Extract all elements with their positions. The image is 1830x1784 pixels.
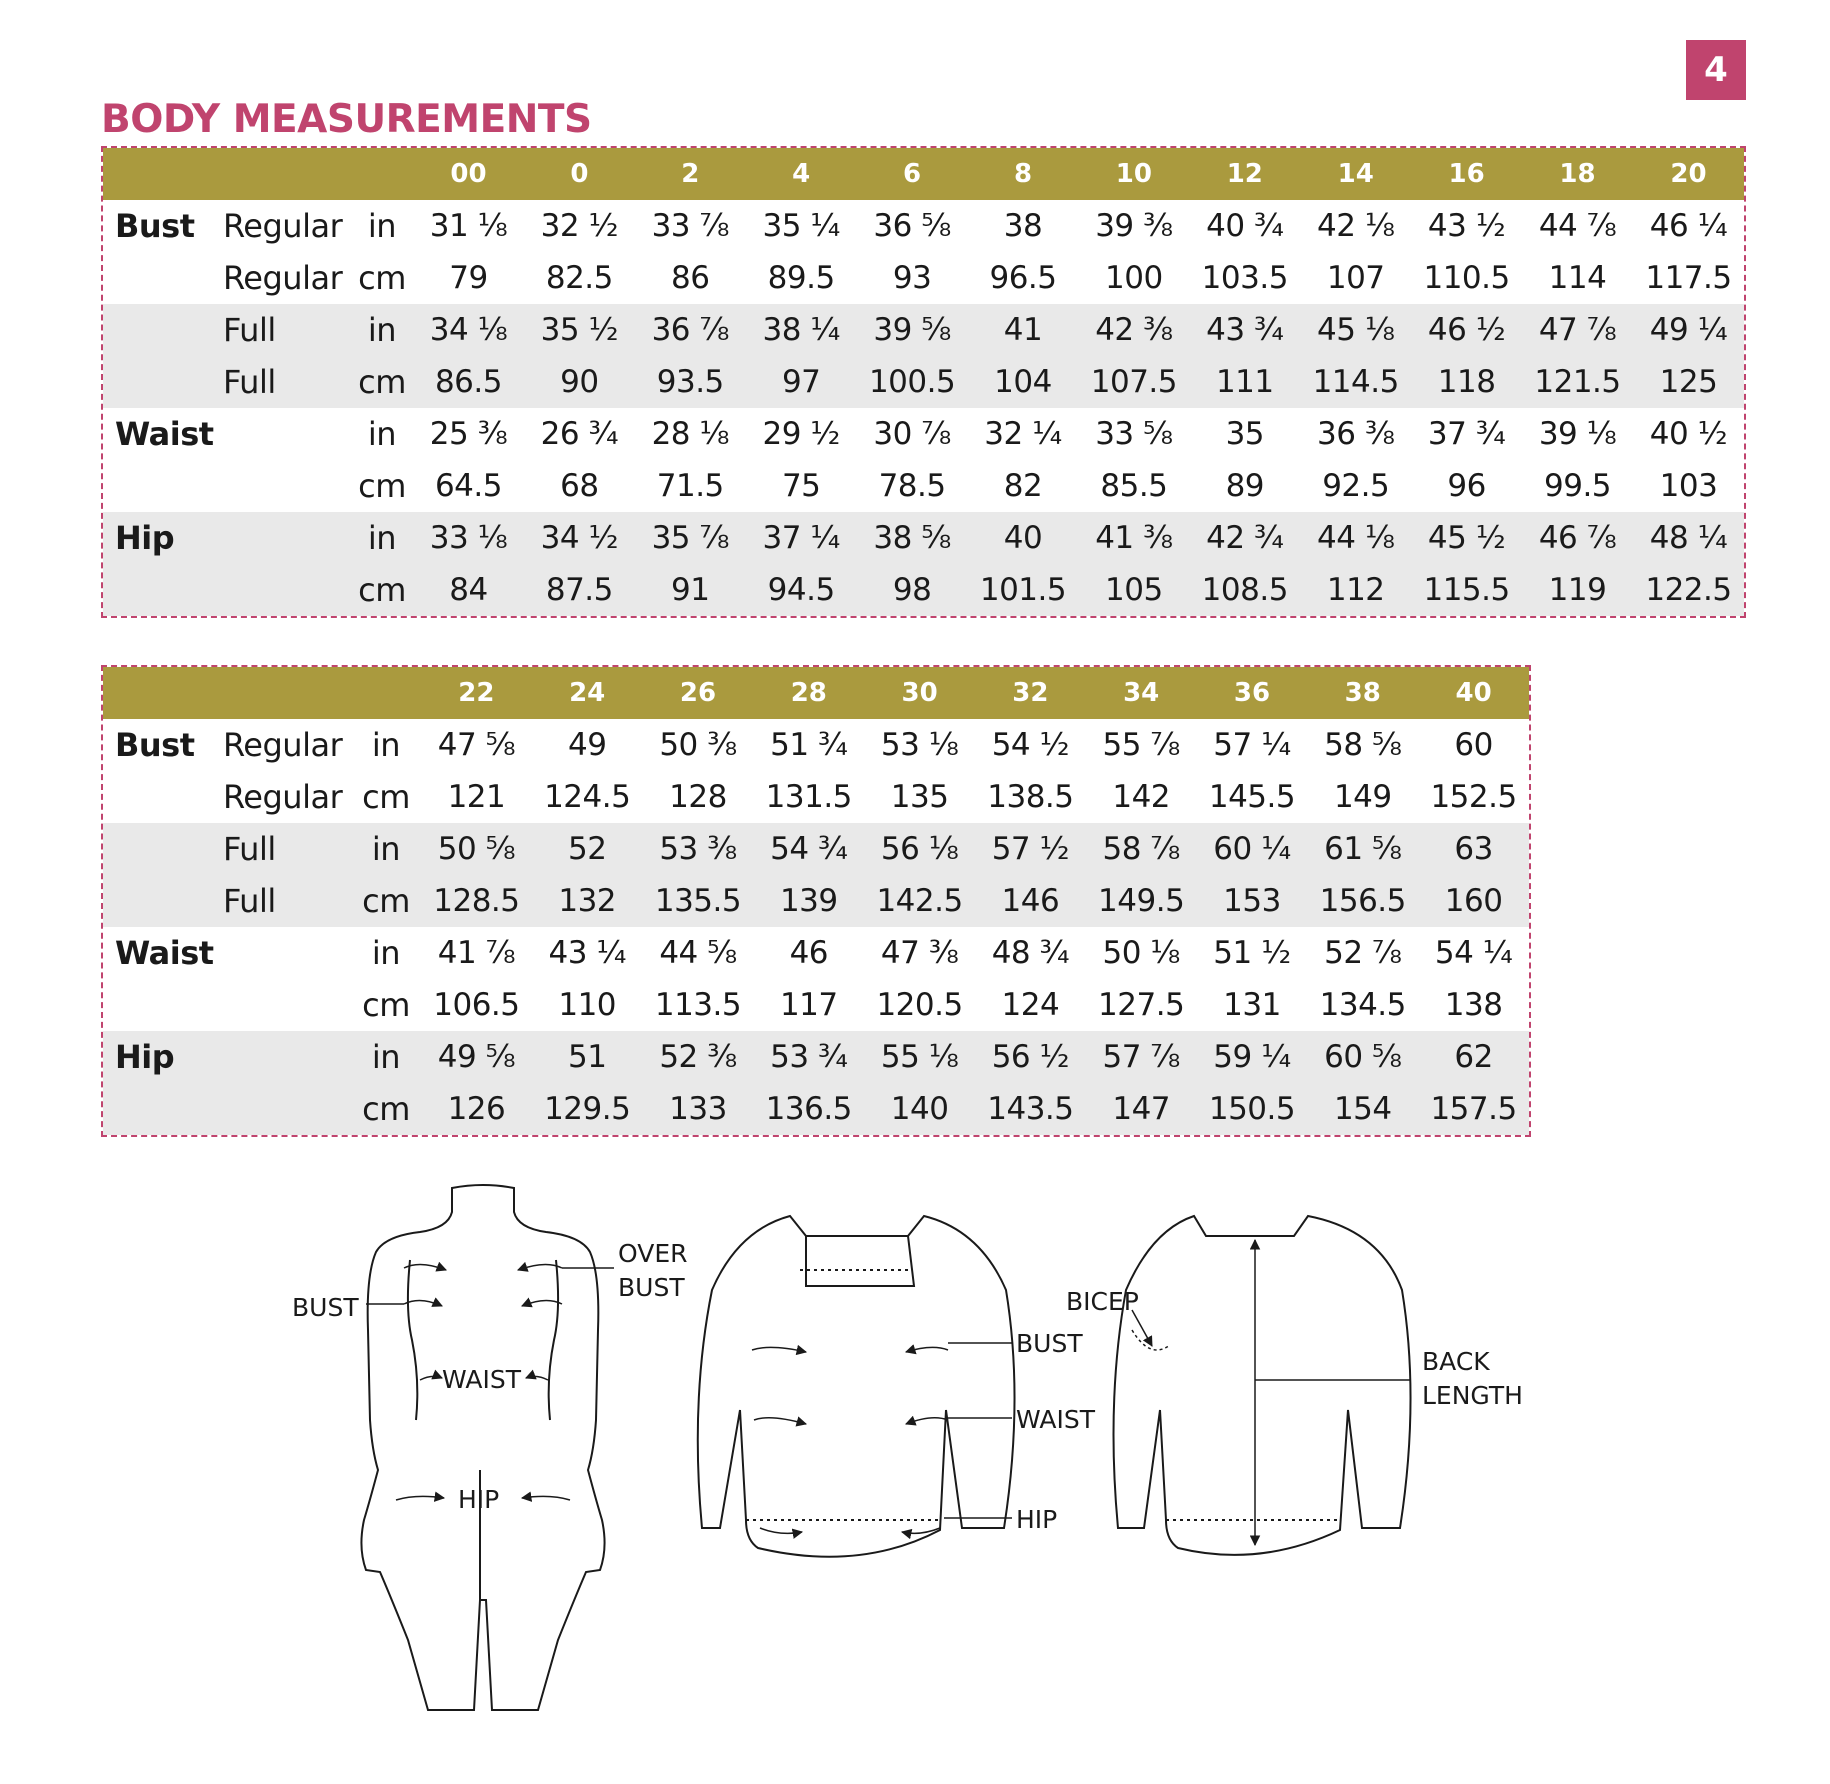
- measurement-value: 78.5: [878, 468, 946, 504]
- measurement-value: 114.5: [1312, 364, 1399, 400]
- measurement-value: 32 ½: [540, 208, 619, 244]
- back-garment-illustration: [1114, 1216, 1411, 1555]
- measurement-name: [103, 823, 219, 875]
- measurement-value: 149.5: [1098, 883, 1185, 919]
- measurement-value: 106.5: [433, 987, 520, 1023]
- size-header: 20: [1670, 159, 1707, 189]
- bust-type: [219, 1083, 351, 1135]
- over-bust-label-line1: OVER: [618, 1239, 688, 1268]
- size-header: 12: [1226, 159, 1263, 189]
- bust-type: Full: [223, 311, 276, 349]
- size-header: 00: [450, 159, 487, 189]
- measurement-value: 85.5: [1100, 468, 1168, 504]
- measurement-row: [103, 927, 1529, 979]
- measurement-value: 138.5: [987, 779, 1074, 815]
- measurement-value: 104: [994, 364, 1052, 400]
- size-header: 32: [1012, 678, 1049, 708]
- measurement-value: 121: [447, 779, 506, 815]
- front-waist-label: WAIST: [1016, 1405, 1095, 1434]
- over-bust-label-line2: BUST: [618, 1273, 685, 1302]
- measurement-value: 82.5: [545, 260, 613, 296]
- measurement-value: 25 ⅜: [429, 416, 508, 452]
- measurement-value: 39 ⅜: [1095, 208, 1173, 244]
- measurement-value: 60: [1454, 727, 1493, 763]
- measurement-value: 79: [449, 260, 488, 296]
- size-header: 2: [681, 159, 700, 189]
- measurement-value: 121.5: [1534, 364, 1621, 400]
- measurement-value: 75: [781, 468, 821, 504]
- measurement-value: 150.5: [1208, 1091, 1296, 1127]
- measurement-value: 28 ⅛: [651, 416, 729, 452]
- measurement-value: 131: [1223, 987, 1281, 1023]
- measurement-value: 55 ⅞: [1102, 727, 1180, 763]
- measurement-value: 71.5: [656, 468, 724, 504]
- measurement-value: 64.5: [434, 468, 502, 504]
- measurement-value: 156.5: [1319, 883, 1406, 919]
- measurement-value: 43 ½: [1427, 208, 1506, 244]
- measurement-name: [103, 252, 219, 304]
- measurement-value: 42 ⅛: [1317, 208, 1395, 244]
- measurement-value: 46 ½: [1427, 312, 1506, 348]
- measurement-value: 46 ¼: [1649, 208, 1728, 244]
- measurement-value: 149: [1333, 779, 1392, 815]
- front-garment-illustration: [698, 1216, 1015, 1557]
- measurement-value: 35: [1225, 416, 1265, 452]
- measurement-row: [103, 1083, 1529, 1135]
- measurement-value: 53 ¾: [770, 1039, 848, 1075]
- measurement-row: [103, 823, 1529, 875]
- measurement-row: [103, 564, 1744, 616]
- measurement-value: 50 ⅜: [659, 727, 737, 763]
- unit-label: in: [367, 207, 397, 245]
- size-header: 8: [1013, 159, 1033, 189]
- measurement-value: 60 ⅝: [1324, 1039, 1402, 1075]
- measurement-value: 145.5: [1208, 779, 1296, 815]
- header-spacer: [219, 667, 351, 719]
- measurement-value: 29 ½: [762, 416, 840, 452]
- measurement-name: [103, 304, 219, 356]
- size-header: 6: [903, 159, 922, 189]
- measurement-value: 86: [671, 260, 710, 296]
- measurement-row: [103, 252, 1744, 304]
- unit-label: in: [371, 830, 401, 868]
- unit-label: cm: [358, 571, 406, 609]
- measurement-value: 42 ¾: [1206, 520, 1284, 556]
- measurement-value: 53 ⅜: [659, 831, 737, 867]
- measurement-value: 134.5: [1319, 987, 1406, 1023]
- front-hip-label: HIP: [1016, 1505, 1058, 1534]
- measurement-value: 110.5: [1423, 260, 1510, 296]
- bust-type: Full: [223, 882, 276, 920]
- bust-type: Regular: [223, 778, 343, 816]
- measurement-value: 49 ¼: [1649, 312, 1728, 348]
- bust-type: [219, 408, 351, 460]
- size-header: 26: [679, 678, 717, 708]
- measurement-name: Hip: [115, 519, 175, 557]
- measurement-value: 105: [1105, 572, 1163, 608]
- measurement-value: 51 ¾: [770, 727, 848, 763]
- measurement-value: 51 ½: [1213, 935, 1291, 971]
- body-figure-illustration: [361, 1185, 604, 1710]
- measurement-value: 128: [669, 779, 727, 815]
- measurement-value: 92.5: [1322, 468, 1390, 504]
- unit-label: cm: [358, 259, 406, 297]
- measurement-value: 35 ⅞: [651, 520, 729, 556]
- measurement-value: 45 ⅛: [1317, 312, 1395, 348]
- bust-type: Regular: [223, 726, 343, 764]
- measurement-value: 37 ¼: [762, 520, 840, 556]
- size-header: 18: [1559, 159, 1596, 189]
- measurement-name: [103, 460, 219, 512]
- measurement-value: 94.5: [767, 572, 835, 608]
- measurement-value: 154: [1333, 1091, 1392, 1127]
- measurement-value: 46: [789, 935, 829, 971]
- measurement-name: [103, 875, 219, 927]
- measurement-value: 34 ½: [540, 520, 619, 556]
- measurement-value: 143.5: [987, 1091, 1074, 1127]
- measurement-value: 103.5: [1201, 260, 1288, 296]
- measurement-value: 58 ⅞: [1102, 831, 1180, 867]
- measurement-value: 40 ½: [1649, 416, 1728, 452]
- measurement-name: [103, 356, 219, 408]
- bicep-label: BICEP: [1066, 1287, 1139, 1316]
- size-header: 0: [570, 159, 589, 189]
- measurement-value: 124.5: [544, 779, 631, 815]
- measurement-value: 31 ⅛: [429, 208, 508, 244]
- measurement-value: 38 ⅝: [873, 520, 951, 556]
- measurement-value: 90: [560, 364, 599, 400]
- measurement-value: 41: [1003, 312, 1043, 348]
- bust-type: [219, 927, 351, 979]
- measurement-value: 44 ⅛: [1317, 520, 1395, 556]
- measurement-value: 131.5: [765, 779, 852, 815]
- measurement-row: [103, 408, 1744, 460]
- measurement-value: 153: [1223, 883, 1281, 919]
- measurement-value: 112: [1326, 572, 1385, 608]
- size-header: 24: [569, 678, 606, 708]
- bust-type: Regular: [223, 207, 343, 245]
- measurement-value: 139: [779, 883, 838, 919]
- measurement-value: 103: [1659, 468, 1718, 504]
- measurement-value: 100.5: [868, 364, 956, 400]
- measurement-value: 61 ⅝: [1324, 831, 1402, 867]
- page-title: BODY MEASUREMENTS: [101, 97, 592, 142]
- size-header: 34: [1123, 678, 1160, 708]
- measurement-row: [103, 460, 1744, 512]
- measurement-value: 107: [1326, 260, 1385, 296]
- measurement-value: 57 ½: [991, 831, 1070, 867]
- measurement-value: 113.5: [654, 987, 742, 1023]
- measurement-value: 33 ⅝: [1095, 416, 1173, 452]
- measurement-value: 58 ⅝: [1324, 727, 1402, 763]
- header-spacer: [219, 148, 351, 200]
- measurement-value: 120.5: [876, 987, 963, 1023]
- header-spacer: [103, 667, 219, 719]
- measurement-value: 49 ⅝: [437, 1039, 516, 1075]
- measurement-value: 157.5: [1430, 1091, 1517, 1127]
- measurement-value: 118: [1437, 364, 1496, 400]
- measurement-value: 110: [558, 987, 617, 1023]
- measurement-value: 42 ⅜: [1095, 312, 1173, 348]
- measurement-value: 86.5: [434, 364, 502, 400]
- unit-label: cm: [362, 1090, 410, 1128]
- body-bust-label: BUST: [292, 1293, 359, 1322]
- measurement-name: [103, 1083, 219, 1135]
- size-header: 38: [1344, 678, 1381, 708]
- measurement-value: 124: [1001, 987, 1060, 1023]
- measurement-value: 43 ¾: [1206, 312, 1284, 348]
- measurement-value: 160: [1444, 883, 1503, 919]
- body-measure-lines: [366, 1264, 614, 1500]
- bust-type: [219, 512, 351, 564]
- measurement-value: 136.5: [765, 1091, 852, 1127]
- unit-label: in: [371, 1038, 401, 1076]
- measurement-value: 33 ⅞: [651, 208, 729, 244]
- measurement-name: [103, 979, 219, 1031]
- measurement-value: 147: [1112, 1091, 1171, 1127]
- header-spacer: [351, 667, 421, 719]
- measurement-value: 63: [1454, 831, 1493, 867]
- measurement-value: 49: [567, 727, 607, 763]
- back-measure-lines: [1132, 1240, 1410, 1545]
- bust-type: [219, 460, 351, 512]
- measurement-value: 41 ⅜: [1095, 520, 1173, 556]
- measurement-value: 99.5: [1544, 468, 1612, 504]
- measurement-value: 107.5: [1090, 364, 1178, 400]
- measurement-value: 115.5: [1423, 572, 1510, 608]
- measurement-value: 39 ⅛: [1538, 416, 1617, 452]
- measurement-value: 47 ⅝: [437, 727, 516, 763]
- size-header: 16: [1448, 159, 1485, 189]
- measurement-value: 93: [892, 260, 932, 296]
- measurement-row: [103, 1031, 1529, 1083]
- measurement-value: 129.5: [544, 1091, 631, 1127]
- measurement-value: 52 ⅜: [659, 1039, 737, 1075]
- measurement-value: 41 ⅞: [437, 935, 516, 971]
- measurement-value: 126: [447, 1091, 506, 1127]
- measurement-value: 152.5: [1430, 779, 1517, 815]
- measurement-value: 26 ¾: [540, 416, 619, 452]
- measurement-name: [103, 771, 219, 823]
- measurement-value: 57 ⅞: [1102, 1039, 1180, 1075]
- measurement-value: 50 ⅛: [1102, 935, 1180, 971]
- measurement-value: 39 ⅝: [873, 312, 951, 348]
- measurement-row: [103, 304, 1744, 356]
- measurement-row: [103, 875, 1529, 927]
- bust-type: Full: [223, 830, 276, 868]
- measurement-row: [103, 719, 1529, 771]
- measurement-value: 37 ¾: [1427, 416, 1506, 452]
- measurement-value: 52: [567, 831, 607, 867]
- measurement-value: 128.5: [433, 883, 520, 919]
- measurement-value: 36 ⅜: [1317, 416, 1395, 452]
- measurement-value: 57 ¼: [1213, 727, 1291, 763]
- back-length-label-line1: BACK: [1422, 1347, 1490, 1376]
- measurement-name: Waist: [115, 415, 214, 453]
- bust-type: [219, 979, 351, 1031]
- measurement-value: 38: [1003, 208, 1043, 244]
- measurement-value: 84: [449, 572, 488, 608]
- measurement-value: 89: [1225, 468, 1265, 504]
- measurement-value: 40: [1003, 520, 1043, 556]
- measurement-value: 33 ⅛: [429, 520, 508, 556]
- bust-type: Full: [223, 363, 276, 401]
- measurement-value: 32 ¼: [984, 416, 1062, 452]
- measurement-value: 122.5: [1645, 572, 1732, 608]
- unit-label: cm: [358, 363, 406, 401]
- unit-label: cm: [362, 882, 410, 920]
- measurement-value: 111: [1215, 364, 1274, 400]
- measurement-value: 135.5: [654, 883, 742, 919]
- back-length-label-line2: LENGTH: [1422, 1381, 1523, 1410]
- size-header: 22: [458, 678, 495, 708]
- measurement-value: 96.5: [989, 260, 1057, 296]
- measurement-value: 54 ½: [991, 727, 1070, 763]
- measurement-value: 46 ⅞: [1538, 520, 1617, 556]
- measurement-value: 59 ¼: [1213, 1039, 1291, 1075]
- size-header: 30: [901, 678, 938, 708]
- measurement-value: 146: [1001, 883, 1060, 919]
- measurement-value: 47 ⅞: [1538, 312, 1617, 348]
- measurement-value: 82: [1003, 468, 1043, 504]
- size-header: 4: [792, 159, 811, 189]
- measurement-value: 97: [781, 364, 821, 400]
- bust-type: Regular: [223, 259, 343, 297]
- size-header: 14: [1337, 159, 1374, 189]
- measurement-value: 114: [1548, 260, 1607, 296]
- size-header: 10: [1115, 159, 1152, 189]
- measurement-value: 54 ¼: [1434, 935, 1513, 971]
- measurement-value: 48 ¾: [991, 935, 1070, 971]
- measurement-value: 45 ½: [1427, 520, 1506, 556]
- measurement-value: 62: [1454, 1039, 1493, 1075]
- measurement-value: 140: [890, 1091, 949, 1127]
- size-header: 40: [1455, 678, 1492, 708]
- measurement-value: 133: [669, 1091, 727, 1127]
- measurement-value: 117.5: [1645, 260, 1732, 296]
- measurement-value: 138: [1444, 987, 1503, 1023]
- measurement-name: Bust: [115, 726, 195, 764]
- size-header: 36: [1233, 678, 1271, 708]
- measurement-value: 93.5: [656, 364, 724, 400]
- size-header-row: [103, 667, 1529, 719]
- measurement-value: 125: [1659, 364, 1718, 400]
- measurement-value: 56 ½: [991, 1039, 1070, 1075]
- measurement-row: [103, 512, 1744, 564]
- measurement-value: 35 ½: [540, 312, 619, 348]
- measurement-value: 108.5: [1201, 572, 1288, 608]
- measurement-value: 100: [1105, 260, 1163, 296]
- measurement-name: Hip: [115, 1038, 175, 1076]
- measurement-value: 54 ¾: [770, 831, 848, 867]
- body-waist-label: WAIST: [442, 1365, 521, 1394]
- measurement-value: 50 ⅝: [437, 831, 516, 867]
- measurement-value: 142: [1112, 779, 1171, 815]
- measurement-row: [103, 979, 1529, 1031]
- bust-type: [219, 1031, 351, 1083]
- header-spacer: [103, 148, 219, 200]
- measurement-value: 55 ⅛: [880, 1039, 959, 1075]
- measurement-value: 91: [671, 572, 710, 608]
- measurements-table-1: [101, 146, 1746, 618]
- measurement-value: 44 ⅝: [659, 935, 737, 971]
- measurement-value: 30 ⅞: [873, 416, 951, 452]
- measurement-row: [103, 356, 1744, 408]
- size-header-row: [103, 148, 1744, 200]
- measurement-value: 142.5: [876, 883, 963, 919]
- measurement-value: 34 ⅛: [429, 312, 508, 348]
- measurement-value: 96: [1447, 468, 1486, 504]
- size-header: 28: [790, 678, 827, 708]
- unit-label: cm: [362, 778, 410, 816]
- measurement-value: 51: [567, 1039, 607, 1075]
- unit-label: in: [371, 726, 401, 764]
- measurement-value: 43 ¼: [548, 935, 626, 971]
- measurement-value: 132: [558, 883, 617, 919]
- measurement-value: 53 ⅛: [880, 727, 959, 763]
- measurement-value: 68: [560, 468, 599, 504]
- unit-label: cm: [362, 986, 410, 1024]
- measurement-name: Waist: [115, 934, 214, 972]
- measurement-value: 48 ¼: [1649, 520, 1728, 556]
- measurement-value: 87.5: [545, 572, 613, 608]
- unit-label: in: [371, 934, 401, 972]
- measurement-value: 36 ⅝: [873, 208, 951, 244]
- front-measure-lines: [752, 1343, 1012, 1533]
- measurement-value: 38 ¼: [762, 312, 840, 348]
- measurement-value: 44 ⅞: [1538, 208, 1617, 244]
- measurements-table-2: [101, 665, 1531, 1137]
- measurement-value: 117: [779, 987, 838, 1023]
- measurement-row: [103, 200, 1744, 252]
- bust-type: [219, 564, 351, 616]
- measurement-value: 60 ¼: [1213, 831, 1291, 867]
- unit-label: in: [367, 311, 397, 349]
- measurement-name: [103, 564, 219, 616]
- measurement-value: 89.5: [767, 260, 835, 296]
- measurement-value: 119: [1548, 572, 1607, 608]
- measurement-value: 47 ⅜: [880, 935, 959, 971]
- measurement-value: 40 ¾: [1206, 208, 1284, 244]
- unit-label: in: [367, 519, 397, 557]
- measurement-value: 101.5: [979, 572, 1067, 608]
- header-spacer: [351, 148, 413, 200]
- measurement-value: 56 ⅛: [880, 831, 959, 867]
- measurement-name: Bust: [115, 207, 195, 245]
- front-bust-label: BUST: [1016, 1329, 1083, 1358]
- measurement-value: 36 ⅞: [651, 312, 729, 348]
- body-hip-label: HIP: [458, 1485, 500, 1514]
- unit-label: cm: [358, 467, 406, 505]
- unit-label: in: [367, 415, 397, 453]
- measurement-row: [103, 771, 1529, 823]
- measurement-value: 127.5: [1098, 987, 1185, 1023]
- measurement-value: 135: [890, 779, 949, 815]
- measurement-value: 98: [892, 572, 932, 608]
- page-number: 4: [1686, 40, 1746, 100]
- measurement-value: 52 ⅞: [1324, 935, 1402, 971]
- measurement-value: 35 ¼: [762, 208, 840, 244]
